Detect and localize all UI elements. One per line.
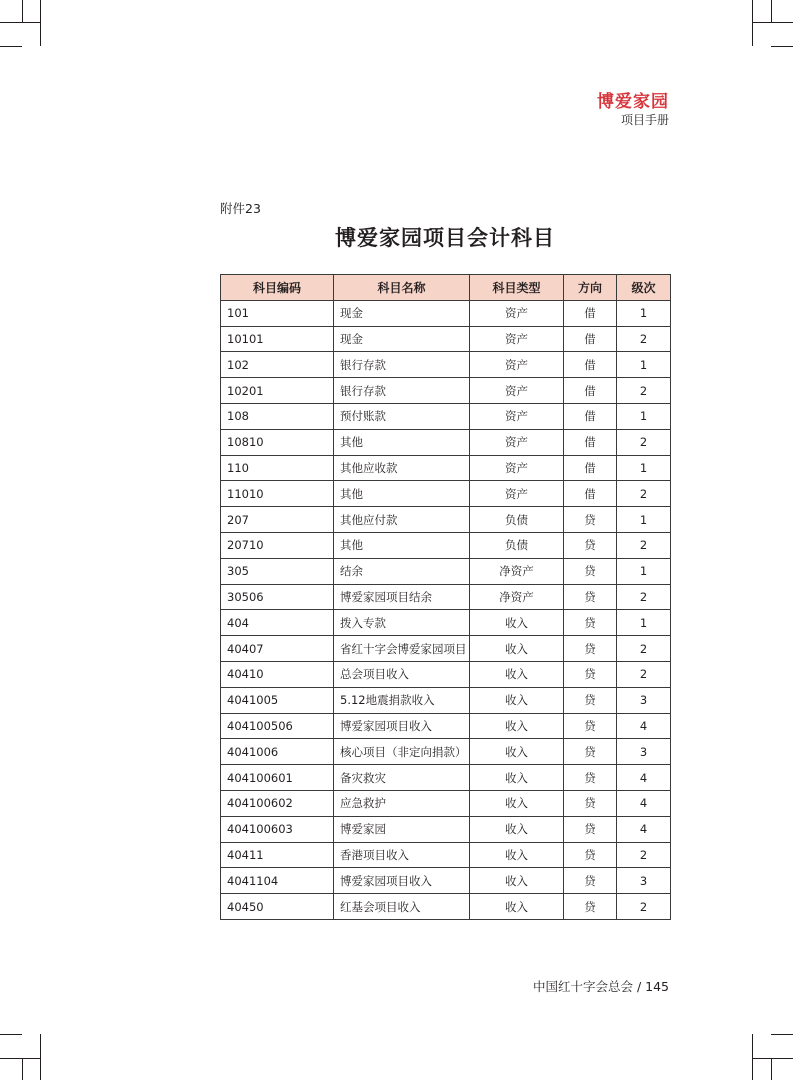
cell-level: 2 bbox=[617, 636, 671, 662]
cell-level: 2 bbox=[617, 661, 671, 687]
table-row bbox=[221, 790, 671, 816]
cell-level: 2 bbox=[617, 481, 671, 507]
cell-level: 2 bbox=[617, 378, 671, 404]
cell-direction: 贷 bbox=[564, 816, 617, 842]
cell-direction: 贷 bbox=[564, 713, 617, 739]
cell-code: 207 bbox=[221, 507, 334, 533]
crop-mark-bottom-left-h2 bbox=[0, 1058, 40, 1059]
cell-code: 101 bbox=[221, 300, 334, 326]
cell-code: 4041006 bbox=[221, 739, 334, 765]
brand-title: 博爱家园 bbox=[597, 92, 669, 112]
cell-level: 2 bbox=[617, 326, 671, 352]
cell-name: 其他 bbox=[334, 481, 470, 507]
cell-code: 20710 bbox=[221, 532, 334, 558]
table-row bbox=[221, 842, 671, 868]
cell-type: 收入 bbox=[470, 636, 564, 662]
cell-level: 2 bbox=[617, 429, 671, 455]
cell-level: 1 bbox=[617, 610, 671, 636]
cell-level: 3 bbox=[617, 687, 671, 713]
cell-code: 404100602 bbox=[221, 790, 334, 816]
table-header bbox=[221, 275, 671, 301]
cell-direction: 借 bbox=[564, 481, 617, 507]
cell-direction: 贷 bbox=[564, 584, 617, 610]
cell-code: 11010 bbox=[221, 481, 334, 507]
cell-name: 其他应付款 bbox=[334, 507, 470, 533]
crop-mark-top-left-h2 bbox=[0, 22, 40, 23]
cell-type: 负债 bbox=[470, 507, 564, 533]
cell-name: 应急救护 bbox=[334, 790, 470, 816]
cell-direction: 贷 bbox=[564, 790, 617, 816]
cell-code: 102 bbox=[221, 352, 334, 378]
cell-direction: 贷 bbox=[564, 894, 617, 920]
cell-type: 收入 bbox=[470, 739, 564, 765]
cell-direction: 贷 bbox=[564, 661, 617, 687]
cell-level: 1 bbox=[617, 558, 671, 584]
cell-code: 40450 bbox=[221, 894, 334, 920]
cell-code: 404 bbox=[221, 610, 334, 636]
cell-direction: 贷 bbox=[564, 842, 617, 868]
cell-type: 资产 bbox=[470, 378, 564, 404]
cell-type: 资产 bbox=[470, 429, 564, 455]
cell-name: 5.12地震捐款收入 bbox=[334, 687, 470, 713]
cell-level: 1 bbox=[617, 300, 671, 326]
cell-direction: 借 bbox=[564, 429, 617, 455]
table-row bbox=[221, 713, 671, 739]
cell-direction: 贷 bbox=[564, 687, 617, 713]
crop-mark-bottom-right-v2 bbox=[771, 1058, 772, 1080]
cell-name: 红基会项目收入 bbox=[334, 894, 470, 920]
cell-type: 资产 bbox=[470, 403, 564, 429]
cell-direction: 贷 bbox=[564, 507, 617, 533]
table-row bbox=[221, 558, 671, 584]
crop-mark-top-left-v2 bbox=[22, 0, 23, 22]
cell-code: 40407 bbox=[221, 636, 334, 662]
cell-level: 2 bbox=[617, 842, 671, 868]
cell-name: 拨入专款 bbox=[334, 610, 470, 636]
crop-mark-bottom-left-v bbox=[40, 1034, 41, 1080]
accounting-subjects-table bbox=[220, 274, 671, 920]
table-row bbox=[221, 636, 671, 662]
table-body bbox=[221, 300, 671, 919]
table-row bbox=[221, 326, 671, 352]
cell-code: 10810 bbox=[221, 429, 334, 455]
cell-type: 收入 bbox=[470, 790, 564, 816]
cell-type: 资产 bbox=[470, 326, 564, 352]
cell-name: 结余 bbox=[334, 558, 470, 584]
brand-subtitle: 项目手册 bbox=[620, 113, 669, 127]
column-header-direction: 方向 bbox=[564, 275, 617, 301]
table-row bbox=[221, 739, 671, 765]
cell-type: 负债 bbox=[470, 532, 564, 558]
table-row bbox=[221, 661, 671, 687]
cell-name: 香港项目收入 bbox=[334, 842, 470, 868]
cell-name: 预付账款 bbox=[334, 403, 470, 429]
table-row bbox=[221, 481, 671, 507]
crop-mark-bottom-left-h bbox=[0, 1034, 22, 1035]
crop-mark-bottom-right-h bbox=[771, 1034, 793, 1035]
page-footer: 中国红十字会总会 / 145 bbox=[532, 979, 669, 994]
crop-mark-bottom-left-v2 bbox=[22, 1058, 23, 1080]
cell-code: 404100601 bbox=[221, 765, 334, 791]
table-row bbox=[221, 868, 671, 894]
crop-mark-bottom-right-v bbox=[752, 1034, 753, 1080]
cell-code: 4041104 bbox=[221, 868, 334, 894]
table-row bbox=[221, 507, 671, 533]
table-row bbox=[221, 584, 671, 610]
cell-name: 现金 bbox=[334, 300, 470, 326]
cell-type: 收入 bbox=[470, 842, 564, 868]
cell-type: 净资产 bbox=[470, 584, 564, 610]
cell-code: 404100603 bbox=[221, 816, 334, 842]
column-header-name: 科目名称 bbox=[334, 275, 470, 301]
cell-level: 4 bbox=[617, 816, 671, 842]
cell-name: 其他应收款 bbox=[334, 455, 470, 481]
crop-mark-top-left-h bbox=[0, 46, 22, 47]
cell-direction: 贷 bbox=[564, 532, 617, 558]
cell-level: 3 bbox=[617, 868, 671, 894]
cell-direction: 贷 bbox=[564, 765, 617, 791]
cell-code: 4041005 bbox=[221, 687, 334, 713]
column-header-level: 级次 bbox=[617, 275, 671, 301]
cell-level: 4 bbox=[617, 713, 671, 739]
cell-type: 收入 bbox=[470, 765, 564, 791]
cell-name: 银行存款 bbox=[334, 352, 470, 378]
cell-level: 3 bbox=[617, 739, 671, 765]
cell-type: 资产 bbox=[470, 352, 564, 378]
cell-name: 备灾救灾 bbox=[334, 765, 470, 791]
cell-name: 博爱家园项目收入 bbox=[334, 868, 470, 894]
cell-code: 404100506 bbox=[221, 713, 334, 739]
cell-direction: 借 bbox=[564, 326, 617, 352]
cell-type: 净资产 bbox=[470, 558, 564, 584]
column-header-type: 科目类型 bbox=[470, 275, 564, 301]
table-row bbox=[221, 378, 671, 404]
cell-direction: 贷 bbox=[564, 636, 617, 662]
cell-direction: 借 bbox=[564, 378, 617, 404]
running-header bbox=[597, 92, 669, 128]
cell-type: 资产 bbox=[470, 455, 564, 481]
column-header-code: 科目编码 bbox=[221, 275, 334, 301]
cell-direction: 借 bbox=[564, 352, 617, 378]
cell-code: 10201 bbox=[221, 378, 334, 404]
cell-name: 博爱家园项目结余 bbox=[334, 584, 470, 610]
cell-type: 资产 bbox=[470, 300, 564, 326]
cell-direction: 贷 bbox=[564, 610, 617, 636]
cell-direction: 贷 bbox=[564, 868, 617, 894]
table-row bbox=[221, 687, 671, 713]
cell-name: 核心项目（非定向捐款） bbox=[334, 739, 470, 765]
cell-code: 305 bbox=[221, 558, 334, 584]
cell-direction: 借 bbox=[564, 300, 617, 326]
table-row bbox=[221, 532, 671, 558]
table-row bbox=[221, 455, 671, 481]
cell-level: 1 bbox=[617, 352, 671, 378]
cell-name: 其他 bbox=[334, 532, 470, 558]
annex-label: 附件23 bbox=[220, 201, 261, 216]
cell-type: 收入 bbox=[470, 713, 564, 739]
cell-name: 博爱家园 bbox=[334, 816, 470, 842]
cell-code: 10101 bbox=[221, 326, 334, 352]
cell-name: 银行存款 bbox=[334, 378, 470, 404]
table-row bbox=[221, 429, 671, 455]
cell-level: 1 bbox=[617, 403, 671, 429]
crop-mark-top-right-v bbox=[752, 0, 753, 46]
cell-level: 2 bbox=[617, 894, 671, 920]
cell-code: 30506 bbox=[221, 584, 334, 610]
cell-name: 省红十字会博爱家园项目 bbox=[334, 636, 470, 662]
crop-mark-bottom-right-h2 bbox=[752, 1058, 793, 1059]
cell-level: 4 bbox=[617, 765, 671, 791]
crop-mark-top-right-h2 bbox=[752, 22, 793, 23]
cell-type: 收入 bbox=[470, 661, 564, 687]
cell-code: 40411 bbox=[221, 842, 334, 868]
cell-name: 其他 bbox=[334, 429, 470, 455]
cell-level: 4 bbox=[617, 790, 671, 816]
table-row bbox=[221, 894, 671, 920]
cell-name: 博爱家园项目收入 bbox=[334, 713, 470, 739]
cell-name: 总会项目收入 bbox=[334, 661, 470, 687]
table-row bbox=[221, 403, 671, 429]
crop-mark-top-right-h bbox=[771, 46, 793, 47]
document-title: 博爱家园项目会计科目 bbox=[335, 226, 555, 250]
cell-direction: 借 bbox=[564, 455, 617, 481]
table-row bbox=[221, 816, 671, 842]
crop-mark-top-left-v bbox=[40, 0, 41, 46]
cell-level: 2 bbox=[617, 532, 671, 558]
table-header-row bbox=[221, 275, 671, 301]
cell-direction: 贷 bbox=[564, 558, 617, 584]
cell-code: 110 bbox=[221, 455, 334, 481]
cell-type: 收入 bbox=[470, 894, 564, 920]
cell-code: 40410 bbox=[221, 661, 334, 687]
cell-direction: 借 bbox=[564, 403, 617, 429]
table-row bbox=[221, 765, 671, 791]
cell-name: 现金 bbox=[334, 326, 470, 352]
cell-level: 1 bbox=[617, 455, 671, 481]
cell-code: 108 bbox=[221, 403, 334, 429]
cell-type: 收入 bbox=[470, 816, 564, 842]
cell-level: 1 bbox=[617, 507, 671, 533]
crop-mark-top-right-v2 bbox=[771, 0, 772, 22]
cell-level: 2 bbox=[617, 584, 671, 610]
cell-direction: 贷 bbox=[564, 739, 617, 765]
table-row bbox=[221, 352, 671, 378]
table-row bbox=[221, 610, 671, 636]
table-row bbox=[221, 300, 671, 326]
cell-type: 收入 bbox=[470, 868, 564, 894]
cell-type: 资产 bbox=[470, 481, 564, 507]
cell-type: 收入 bbox=[470, 687, 564, 713]
cell-type: 收入 bbox=[470, 610, 564, 636]
